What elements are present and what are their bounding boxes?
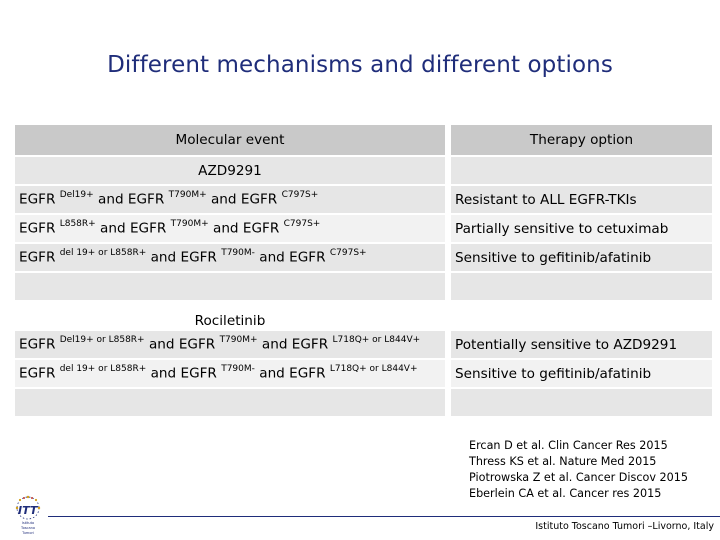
- svg-text:ITT: ITT: [18, 504, 38, 517]
- therapy-cell: Potentially sensitive to AZD9291: [451, 330, 712, 359]
- section-label: Rociletinib: [15, 301, 445, 330]
- svg-text:Istituto: Istituto: [21, 521, 35, 525]
- molecular-event-cell: EGFR $^{del 19+ or L858R+}$ and EGFR $^{T790M-}$ and EGFR $^{L718Q+ or L844V+}$: [15, 359, 445, 388]
- reference-item: Piotrowska Z et al. Cancer Discov 2015: [469, 471, 688, 484]
- table-row: [15, 185, 712, 214]
- molecular-event-cell: EGFR $^{Del19+ or L858R+}$ and EGFR $^{T790M+}$ and EGFR $^{L718Q+ or L844V+}$: [15, 330, 445, 359]
- table-row: [15, 359, 712, 388]
- blank-row: [15, 272, 712, 301]
- molecular-event-cell: EGFR $^{L858R+}$ and EGFR $^{T790M+}$ and EGFR $^{C797S+}$: [15, 214, 445, 243]
- slide-title: Different mechanisms and different options: [107, 52, 613, 78]
- mechanism-table: [15, 125, 712, 418]
- blank-row: [15, 388, 712, 417]
- reference-item: Ercan D et al. Clin Cancer Res 2015: [469, 439, 668, 452]
- svg-text:Tumori: Tumori: [22, 531, 34, 535]
- header-molecular-event: Molecular event: [15, 125, 445, 156]
- svg-text:Toscano: Toscano: [21, 526, 35, 530]
- itt-logo: [4, 494, 52, 538]
- therapy-cell: Partially sensitive to cetuximab: [451, 214, 712, 243]
- reference-item: Eberlein CA et al. Cancer res 2015: [469, 487, 662, 500]
- references: [469, 438, 688, 502]
- section-row-azd9291: [15, 156, 712, 185]
- footer-divider: [48, 516, 720, 517]
- header-therapy-option: Therapy option: [451, 125, 712, 156]
- table-header-row: [15, 125, 712, 156]
- therapy-cell: Sensitive to gefitinib/afatinib: [451, 359, 712, 388]
- footer-institution: Istituto Toscano Tumori –Livorno, Italy: [535, 521, 714, 532]
- section-label: AZD9291: [15, 156, 445, 185]
- table-row: [15, 330, 712, 359]
- reference-item: Thress KS et al. Nature Med 2015: [469, 455, 657, 468]
- therapy-cell: Sensitive to gefitinib/afatinib: [451, 243, 712, 272]
- therapy-cell: Resistant to ALL EGFR-TKIs: [451, 185, 712, 214]
- section-row-rociletinib: [15, 301, 712, 330]
- molecular-event-cell: EGFR $^{Del19+}$ and EGFR $^{T790M+}$ and EGFR $^{C797S+}$: [15, 185, 445, 214]
- table-row: [15, 243, 712, 272]
- table-row: [15, 214, 712, 243]
- molecular-event-cell: EGFR $^{del 19+ or L858R+}$ and EGFR $^{T790M-}$ and EGFR $^{C797S+}$: [15, 243, 445, 272]
